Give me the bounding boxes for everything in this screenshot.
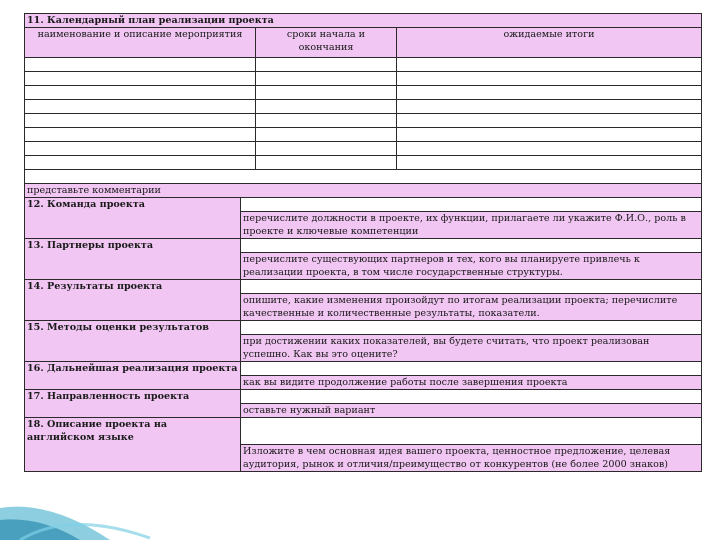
input-cell[interactable] (256, 156, 397, 170)
section-12-title: 12. Команда проекта (25, 198, 241, 239)
section-13-title: 13. Партнеры проекта (25, 239, 241, 280)
section-16-hint: как вы видите продолжение работы после завершения проекта (241, 376, 702, 390)
input-cell[interactable] (256, 128, 397, 142)
input-cell[interactable] (241, 280, 702, 294)
input-cell[interactable] (241, 362, 702, 376)
calendar-plan-table (24, 13, 702, 198)
table-row (25, 72, 702, 86)
input-cell[interactable] (397, 128, 702, 142)
section-15-title: 15. Методы оценки результатов (25, 321, 241, 362)
section-13-hint: перечислите существующих партнеров и тех, кого вы планируете привлечь к реализации проекта, в том числе государственные структуры. (241, 253, 702, 280)
input-cell[interactable] (25, 58, 256, 72)
input-cell[interactable] (256, 58, 397, 72)
table-row (25, 156, 702, 170)
column-header-activity: наименование и описание мероприятия (25, 28, 256, 58)
section-18-hint: Изложите в чем основная идея вашего проекта, ценностное предложение, целевая аудитория, рынок и отличия/преимущество от конкурентов (не более 2000 знаков) (241, 445, 702, 472)
table-row (25, 86, 702, 100)
input-cell[interactable] (256, 72, 397, 86)
sections-table (24, 197, 702, 472)
input-cell[interactable] (256, 114, 397, 128)
table-row (25, 128, 702, 142)
input-cell[interactable] (241, 198, 702, 212)
section-12-hint: перечислите должности в проекте, их функции, прилагаете ли укажите Ф.И.О., роль в проекте и ключевые компетенции (241, 212, 702, 239)
input-cell[interactable] (397, 142, 702, 156)
decorative-swoosh (0, 460, 160, 540)
table-row (25, 58, 702, 72)
input-cell[interactable] (397, 72, 702, 86)
column-header-dates: сроки начала и окончания (256, 28, 397, 58)
project-form (24, 13, 701, 472)
section-11-title: 11. Календарный план реализации проекта (25, 14, 702, 28)
input-cell[interactable] (397, 114, 702, 128)
table-row (25, 114, 702, 128)
input-cell[interactable] (256, 142, 397, 156)
section-14-hint: опишите, какие изменения произойдут по итогам реализации проекта; перечислите качественные и количественные результаты, показатели. (241, 294, 702, 321)
section-18-title: 18. Описание проекта на английском языке (25, 418, 241, 472)
input-cell[interactable] (397, 58, 702, 72)
section-16-title: 16. Дальнейшая реализация проекта (25, 362, 241, 390)
section-17-title: 17. Направленность проекта (25, 390, 241, 418)
input-cell[interactable] (397, 100, 702, 114)
table-row (25, 100, 702, 114)
comment-hint: представьте комментарии (25, 184, 702, 198)
input-cell[interactable] (241, 390, 702, 404)
section-14-title: 14. Результаты проекта (25, 280, 241, 321)
section-15-hint: при достижении каких показателей, вы будете считать, что проект реализован успешно. Как вы это оцените? (241, 335, 702, 362)
input-cell[interactable] (25, 86, 256, 100)
input-cell[interactable] (25, 72, 256, 86)
input-cell[interactable] (25, 114, 256, 128)
input-cell[interactable] (25, 170, 702, 184)
input-cell[interactable] (25, 128, 256, 142)
table-row (25, 170, 702, 184)
input-cell[interactable] (25, 142, 256, 156)
table-row (25, 142, 702, 156)
input-cell[interactable] (397, 156, 702, 170)
input-cell[interactable] (25, 100, 256, 114)
input-cell[interactable] (397, 86, 702, 100)
input-cell[interactable] (241, 321, 702, 335)
column-header-results: ожидаемые итоги (397, 28, 702, 58)
input-cell[interactable] (256, 86, 397, 100)
input-cell[interactable] (256, 100, 397, 114)
input-cell[interactable] (241, 418, 702, 445)
section-17-hint: оставьте нужный вариант (241, 404, 702, 418)
input-cell[interactable] (241, 239, 702, 253)
input-cell[interactable] (25, 156, 256, 170)
